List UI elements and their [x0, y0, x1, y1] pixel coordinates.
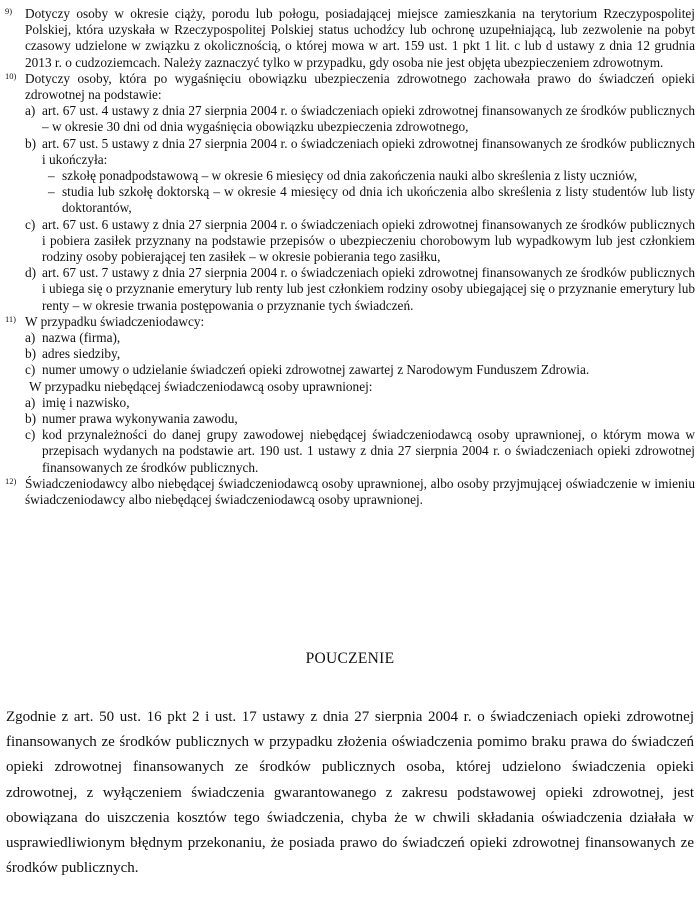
dash-item-text: szkołę ponadpodstawową – w okresie 6 miesięcy od dnia zakończenia nauki albo skreślenia z listy uczniów, [62, 168, 638, 184]
footnote-10 [5, 71, 695, 103]
list-item-text: art. 67 ust. 4 ustawy z dnia 27 sierpnia 2004 r. o świadczeniach opieki zdrowotnej finansowanych ze środków publicznych – w okresie 30 dni od dnia wygaśnięcia obowiązku ubezpieczenia zdrowotnego, [42, 103, 695, 135]
list-item [5, 136, 695, 168]
list-item-text: art. 67 ust. 7 ustawy z dnia 27 sierpnia 2004 r. o świadczeniach opieki zdrowotnej finansowanych ze środków publicznych i ubiega się o przyznanie emerytury lub renty lub jest członkiem rodziny osoby ubiegającej się o przyznanie emerytury lub renty – w okresie trwania postępowania o przyznanie tych świadczeń. [42, 265, 695, 313]
list-marker: b) [25, 135, 37, 151]
footnote-number: 10) [5, 70, 17, 81]
list-item [5, 427, 695, 476]
list-item [5, 346, 695, 362]
footnote-9 [5, 6, 695, 71]
list-item-text: art. 67 ust. 6 ustawy z dnia 27 sierpnia 2004 r. o świadczeniach opieki zdrowotnej finansowanych ze środków publicznych i pobiera zasiłek przyznany na podstawie przepisów o ubezpieczeniu chorobowym lub wypadkowym lub jest członkiem rodziny osoby pobierającej ten zasiłek – w okresie pobierania tego zasiłku, [42, 216, 695, 265]
dash-item-text: studia lub szkołę doktorską – w okresie 4 miesięcy od dnia ich ukończenia albo skreślenia z listy studentów lub listy doktorantów, [62, 184, 695, 216]
footnote-text: Dotyczy osoby w okresie ciąży, porodu lub połogu, posiadającej miejsce zamieszkania na terytorium Rzeczypospolitej Polskiej, która uzyskała w Rzeczypospolitej Polskiej status uchodźcy lub ochronę uzupełniającą, lub zezwolenie na pobyt czasowy udzielone w związku z okolicznością, o której mowa w art. 159 ust. 1 pkt 1 lit. c lub d ustawy z dnia 12 grudnia 2013 r. o cudzoziemcach. Należy zaznaczyć tylko w przypadku, gdy osoba nie jest objęta ubezpieczeniem zdrowotnym. [25, 6, 695, 70]
dash-item [5, 184, 695, 216]
footnotes-section [5, 6, 695, 508]
list-marker: b) [25, 346, 37, 362]
list-item-text: art. 67 ust. 5 ustawy z dnia 27 sierpnia 2004 r. o świadczeniach opieki zdrowotnej finansowanych ze środków publicznych i ukończyła: [42, 135, 695, 167]
list-item-text: nazwa (firma), [42, 330, 121, 346]
pouczenie-title: POUCZENIE [305, 650, 395, 667]
footnote-number: 9) [5, 6, 13, 16]
list-marker: b) [25, 411, 37, 427]
list-marker: c) [25, 216, 36, 232]
footnote-subheading: W przypadku niebędącej świadczeniodawcą osoby uprawnionej: [29, 378, 373, 394]
list-item [5, 362, 695, 378]
footnote-12 [5, 476, 695, 508]
list-item [5, 103, 695, 135]
list-marker: a) [25, 103, 36, 119]
pouczenie-text: Zgodnie z art. 50 ust. 16 pkt 2 i ust. 17 ustawy z dnia 27 sierpnia 2004 r. o świadczeniach opieki zdrowotnej finansowanych ze środków publicznych w przypadku złożenia oświadczenia pomimo braku prawa do świadczeń opieki zdrowotnej finansowanych ze środków publicznych osoba, której udzielono świadczenia opieki zdrowotnej, z wyłączeniem świadczenia gwarantowanego z zakresu podstawowej opieki zdrowotnej, jest obowiązana do uiszczenia kosztów tego świadczenia, chyba że w chwili składania oświadczenia działała w usprawiedliwionym błędnym przekonaniu, że posiada prawo do świadczeń opieki zdrowotnej finansowanych ze środków publicznych. [6, 709, 694, 877]
list-marker: c) [25, 427, 36, 443]
list-item-text: adres siedziby, [42, 346, 121, 362]
footnote-text: Świadczeniodawcy albo niebędącej świadczeniodawcą osoby uprawnionej, albo osoby przyjmującej oświadczenie w imieniu świadczeniodawcy albo niebędącej świadczeniodawcą osoby uprawnionej. [25, 475, 695, 508]
footnote-text: Dotyczy osoby, która po wygaśnięciu obowiązku ubezpieczenia zdrowotnego zachowała prawo do świadczeń opieki zdrowotnej na podstawie: [25, 70, 695, 103]
footnote-text: W przypadku świadczeniodawcy: [25, 313, 205, 329]
list-item-text: numer umowy o udzielanie świadczeń opieki zdrowotnej zawartej z Narodowym Funduszem Zdrowia. [42, 362, 590, 378]
list-item-text: kod przynależności do danej grupy zawodowej niebędącej świadczeniodawcą osoby uprawnionej, o którym mowa w przepisach wydanych na podstawie art. 190 ust. 1 ustawy z dnia 27 sierpnia 2004 r. o świadczeniach opieki zdrowotnej finansowanych ze środków publicznych. [42, 427, 695, 475]
dash-marker: – [48, 168, 55, 184]
list-item [5, 217, 695, 266]
footnote-number: 11) [5, 313, 17, 324]
list-item [5, 330, 695, 346]
footnote-number: 12) [5, 475, 17, 486]
list-marker: a) [25, 394, 36, 410]
list-item [5, 411, 695, 427]
list-item-text: imię i nazwisko, [42, 394, 130, 410]
list-item [5, 265, 695, 314]
list-item-text: numer prawa wykonywania zawodu, [42, 411, 238, 427]
dash-marker: – [48, 184, 55, 200]
list-marker: c) [25, 362, 36, 378]
list-marker: d) [25, 265, 37, 281]
footnote-11 [5, 314, 695, 330]
list-item [5, 395, 695, 411]
dash-item [5, 168, 695, 184]
list-marker: a) [25, 330, 36, 346]
